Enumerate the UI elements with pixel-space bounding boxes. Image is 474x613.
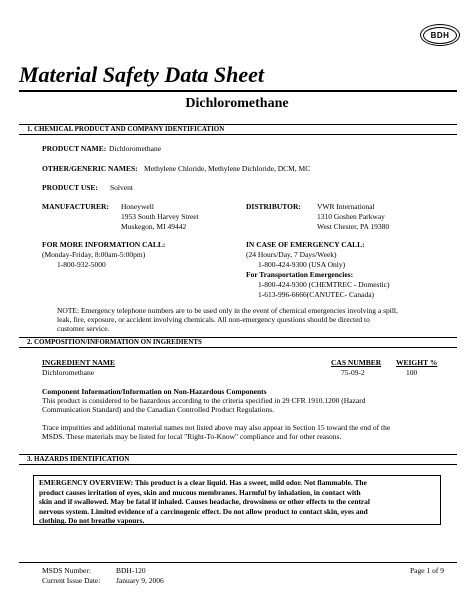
note-line: leak, fire, exposure, or accident involving chemicals. All non-emergency questions should be directed to — [57, 315, 370, 324]
ingredient-name-cell: Dichloromethane — [42, 368, 95, 377]
distributor-line: 1310 Goshen Parkway — [317, 212, 385, 221]
issue-date-label: Current Issue Date: — [42, 576, 101, 585]
page-number: Page 1 of 9 — [410, 566, 444, 575]
trace-line: MSDS. These materials may be listed for local "Right-To-Know" compliance and for other reasons. — [42, 432, 342, 441]
note-line: customer service. — [57, 324, 110, 333]
distributor-line: VWR International — [317, 202, 375, 211]
emergency-note — [57, 306, 398, 333]
emergency-overview-line: product causes irritation of eyes, skin and mucous membranes. Harmful by inhalation, in contact with — [39, 487, 361, 497]
ingredient-name-header: INGREDIENT NAME — [42, 358, 115, 367]
transport-emergency-label: For Transportation Emergencies: — [246, 270, 354, 279]
product-title: Dichloromethane — [185, 96, 289, 111]
emergency-overview-box — [33, 475, 441, 525]
bdh-logo-text: BDH — [423, 27, 457, 44]
transport-phone-canada: 1-613-996-6666(CANUTEC- Canada) — [258, 290, 375, 299]
section-3-heading: 3. HAZARDS IDENTIFICATION — [27, 455, 130, 463]
document-title: Material Safety Data Sheet — [19, 62, 265, 87]
manufacturer-label: MANUFACTURER: — [42, 202, 109, 211]
info-call-hours: (Monday-Friday, 8:00am-5:00pm) — [42, 250, 146, 259]
emergency-call-hours: (24 Hours/Day, 7 Days/Week) — [246, 250, 337, 259]
emergency-call-label: IN CASE OF EMERGENCY CALL: — [246, 240, 365, 249]
section-1-heading-bar — [19, 124, 457, 135]
product-name-value: Dichloromethane — [109, 144, 162, 153]
section-2-heading-bar — [19, 337, 457, 348]
weight-percent-header: WEIGHT % — [396, 358, 438, 367]
title-rule — [19, 90, 457, 92]
emergency-overview-line: nervous system. Limited evidence of a carcinogenic effect. Do not allow product to contact skin, eyes and — [39, 506, 368, 516]
emergency-overview-line: clothing. Do not breathe vapours. — [39, 516, 145, 526]
trace-line: Trace impurities and additional material names not listed above may also appear in Section 15 toward the end of the — [42, 423, 391, 432]
cas-number-header: CAS NUMBER — [331, 358, 382, 367]
component-info-heading: Component Information/Information on Non-Hazardous Components — [42, 387, 267, 396]
issue-date-value: January 9, 2006 — [116, 576, 164, 585]
note-line: NOTE: Emergency telephone numbers are to be used only in the event of chemical emergencies involving a spill, — [57, 306, 398, 315]
msds-number-value: BDH-120 — [116, 566, 146, 575]
component-line: This product is considered to be hazardous according to the criteria specified in 29 CFR 1910.1200 (Hazard — [42, 396, 366, 405]
product-name-label: PRODUCT NAME: — [42, 144, 107, 153]
info-call-phone: 1-800-932-5000 — [57, 260, 106, 269]
other-names-label: OTHER/GENERIC NAMES: — [42, 164, 138, 173]
section-1-heading: 1. CHEMICAL PRODUCT AND COMPANY IDENTIFICATION — [27, 125, 225, 133]
distributor-label: DISTRIBUTOR: — [246, 202, 301, 211]
other-names-value: Methylene Chloride, Methylene Dichloride, DCM, MC — [144, 164, 311, 173]
component-line: Communication Standard) and the Canadian Controlled Product Regulations. — [42, 405, 275, 414]
product-use-value: Solvent — [110, 183, 133, 192]
transport-phone-domestic: 1-800-424-9300 (CHEMTREC - Domestic) — [258, 280, 390, 289]
manufacturer-line: 1953 South Harvey Street — [121, 212, 199, 221]
manufacturer-line: Muskegon, MI 49442 — [121, 222, 187, 231]
section-2-heading: 2. COMPOSITION/INFORMATION ON INGREDIENTS — [27, 338, 202, 346]
msds-number-label: MSDS Number: — [42, 566, 91, 575]
product-use-label: PRODUCT USE: — [42, 183, 98, 192]
distributor-line: West Chester, PA 19380 — [317, 222, 390, 231]
weight-percent-cell: 100 — [406, 368, 418, 377]
info-call-label: FOR MORE INFORMATION CALL: — [42, 240, 166, 249]
footer-rule — [19, 562, 457, 563]
section-3-heading-bar — [19, 454, 457, 465]
emergency-overview-line: skin and if swallowed. May be fatal if inhaled. Causes headache, drowsiness or other effects to the central — [39, 497, 370, 507]
emergency-call-phone: 1-800-424-9300 (USA Only) — [258, 260, 346, 269]
emergency-overview-line: EMERGENCY OVERVIEW: This product is a clear liquid. Has a sweet, mild odor. Not flammable. The — [39, 478, 367, 487]
cas-number-cell: 75-09-2 — [341, 368, 365, 377]
trace-impurities-text — [42, 423, 390, 441]
bdh-logo — [420, 24, 460, 46]
component-info-text — [42, 396, 365, 414]
manufacturer-line: Honeywell — [121, 202, 154, 211]
